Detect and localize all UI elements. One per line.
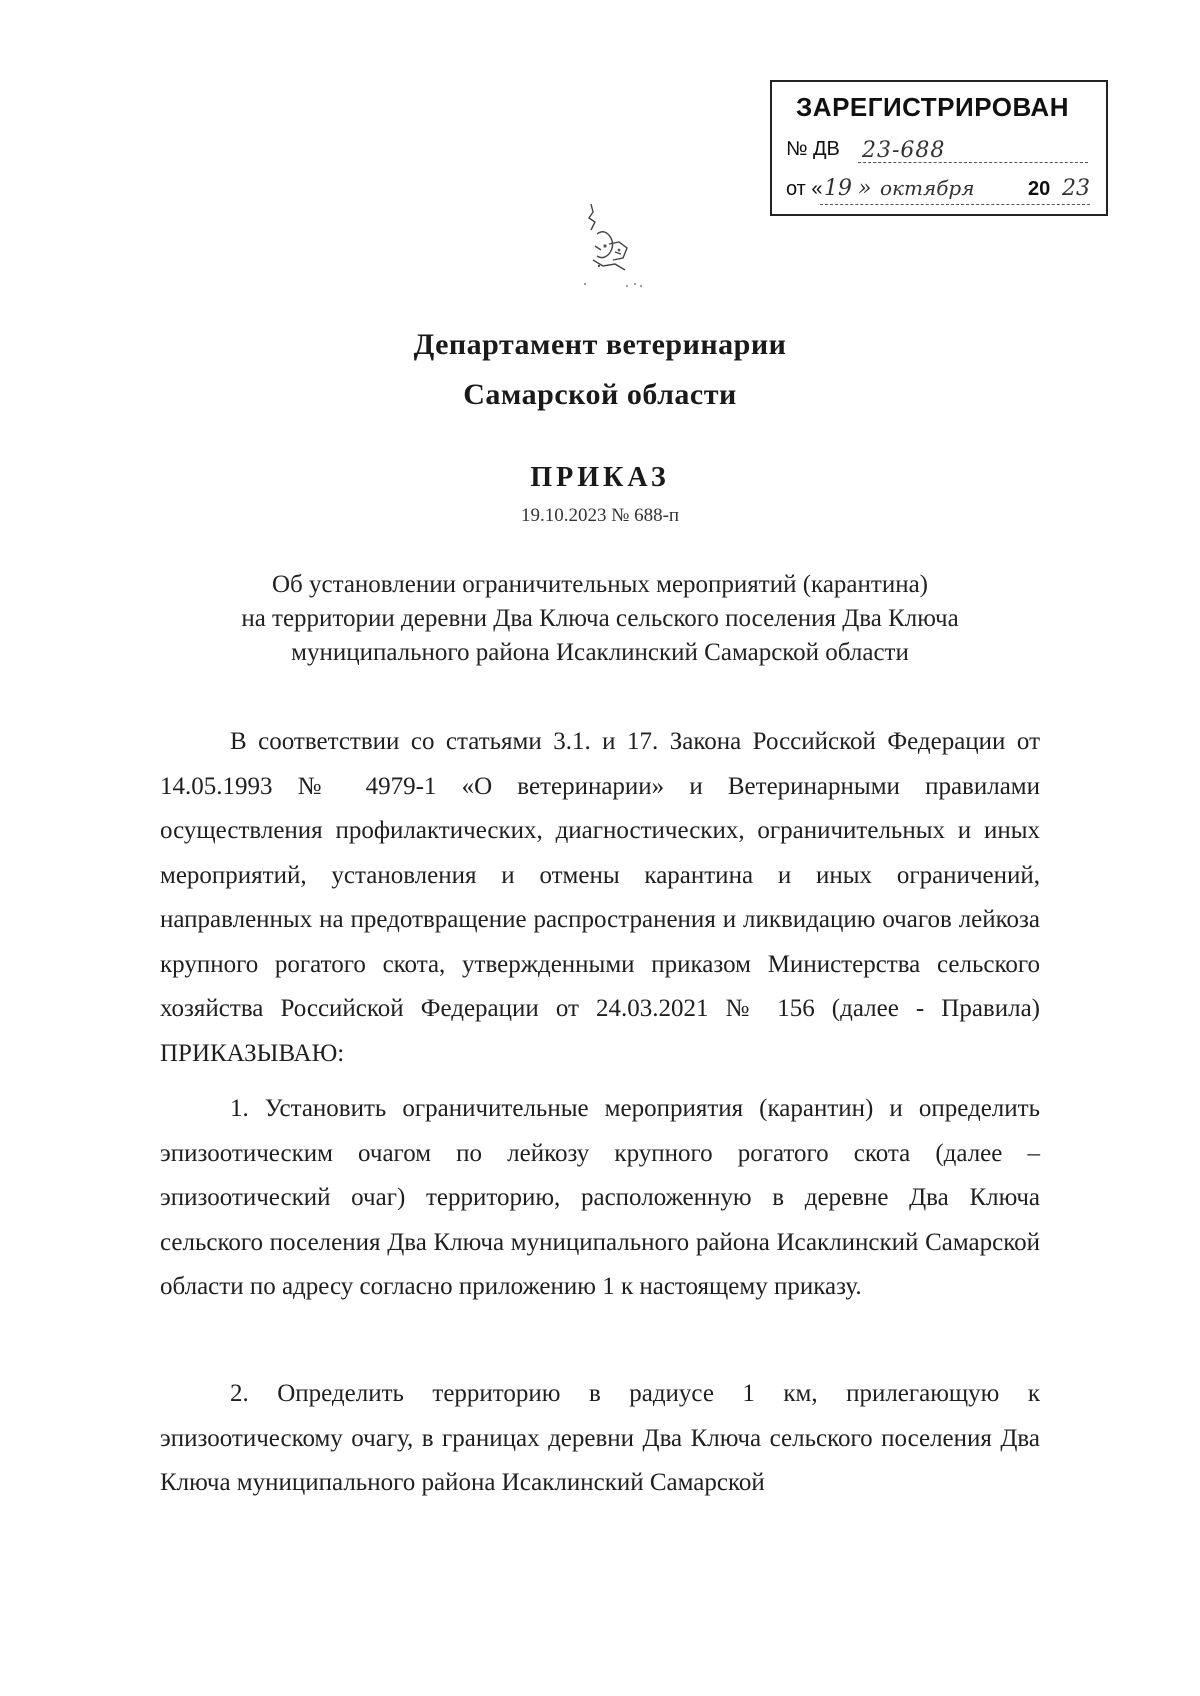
- stamp-number-value: 23-688: [862, 138, 946, 163]
- department-name-line1: Департамент ветеринарии: [413, 328, 787, 361]
- subject-line2: на территории деревни Два Ключа сельского поселения Два Ключа: [241, 605, 959, 632]
- stamp-date-day: 19: [824, 176, 852, 201]
- stamp-date-year: 23: [1062, 176, 1090, 201]
- item2-paragraph: 2. Определить территорию в радиусе 1 км, прилегающую к эпизоотическому очагу, в границах деревни Два Ключа сельского поселения Два Ключа муниципального района Исаклинский Самарской: [160, 1380, 1040, 1496]
- stamp-date-prefix: от «: [786, 178, 823, 200]
- samara-region-emblem-icon: [575, 200, 655, 292]
- document-subject: [0, 568, 1200, 670]
- stamp-date-underline: [820, 204, 1090, 205]
- stamp-number-label: № ДВ: [786, 138, 840, 160]
- body-preamble: [160, 720, 1040, 1076]
- subject-line3: муниципального района Исаклинский Самарской области: [291, 639, 909, 666]
- document-date-number: 19.10.2023 № 688-п: [520, 505, 680, 526]
- preamble-paragraph: В соответствии со статьями 3.1. и 17. Закона Российской Федерации от 14.05.1993 № 4979-1 «О ветеринарии» и Ветеринарными правилами осуществления профилактических, диагностических, ограничительных и иных мероприятий, установления и отмены карантина и иных ограничений, направленных на предотвращение распространения и ликвидацию очагов лейкоза крупного рогатого скота, утвержденными приказом Министерства сельского хозяйства Российской Федерации от 24.03.2021 № 156 (далее - Правила) ПРИКАЗЫВАЮ:: [160, 728, 1040, 1067]
- body-item-1: [160, 1087, 1040, 1310]
- body-item-2: [160, 1372, 1040, 1506]
- stamp-title: ЗАРЕГИСТРИРОВАН: [796, 92, 1069, 122]
- department-name-line2: Самарской области: [463, 378, 737, 411]
- document-type-title: ПРИКАЗ: [530, 462, 670, 493]
- item1-paragraph: 1. Установить ограничительные мероприятия (карантин) и определить эпизоотическим очагом по лейкозу крупного рогатого скота (далее – эпизоотический очаг) территорию, расположенную в деревне Два Ключа сельского поселения Два Ключа муниципального района Исаклинский Самарской области по адресу согласно приложению 1 к настоящему приказу.: [160, 1095, 1040, 1300]
- subject-line1: Об установлении ограничительных мероприятий (карантина): [271, 571, 929, 598]
- stamp-date-quote: »: [858, 176, 872, 201]
- registration-stamp: [770, 80, 1108, 216]
- stamp-date-month: октября: [880, 176, 975, 200]
- stamp-date-century: 20: [1028, 178, 1051, 200]
